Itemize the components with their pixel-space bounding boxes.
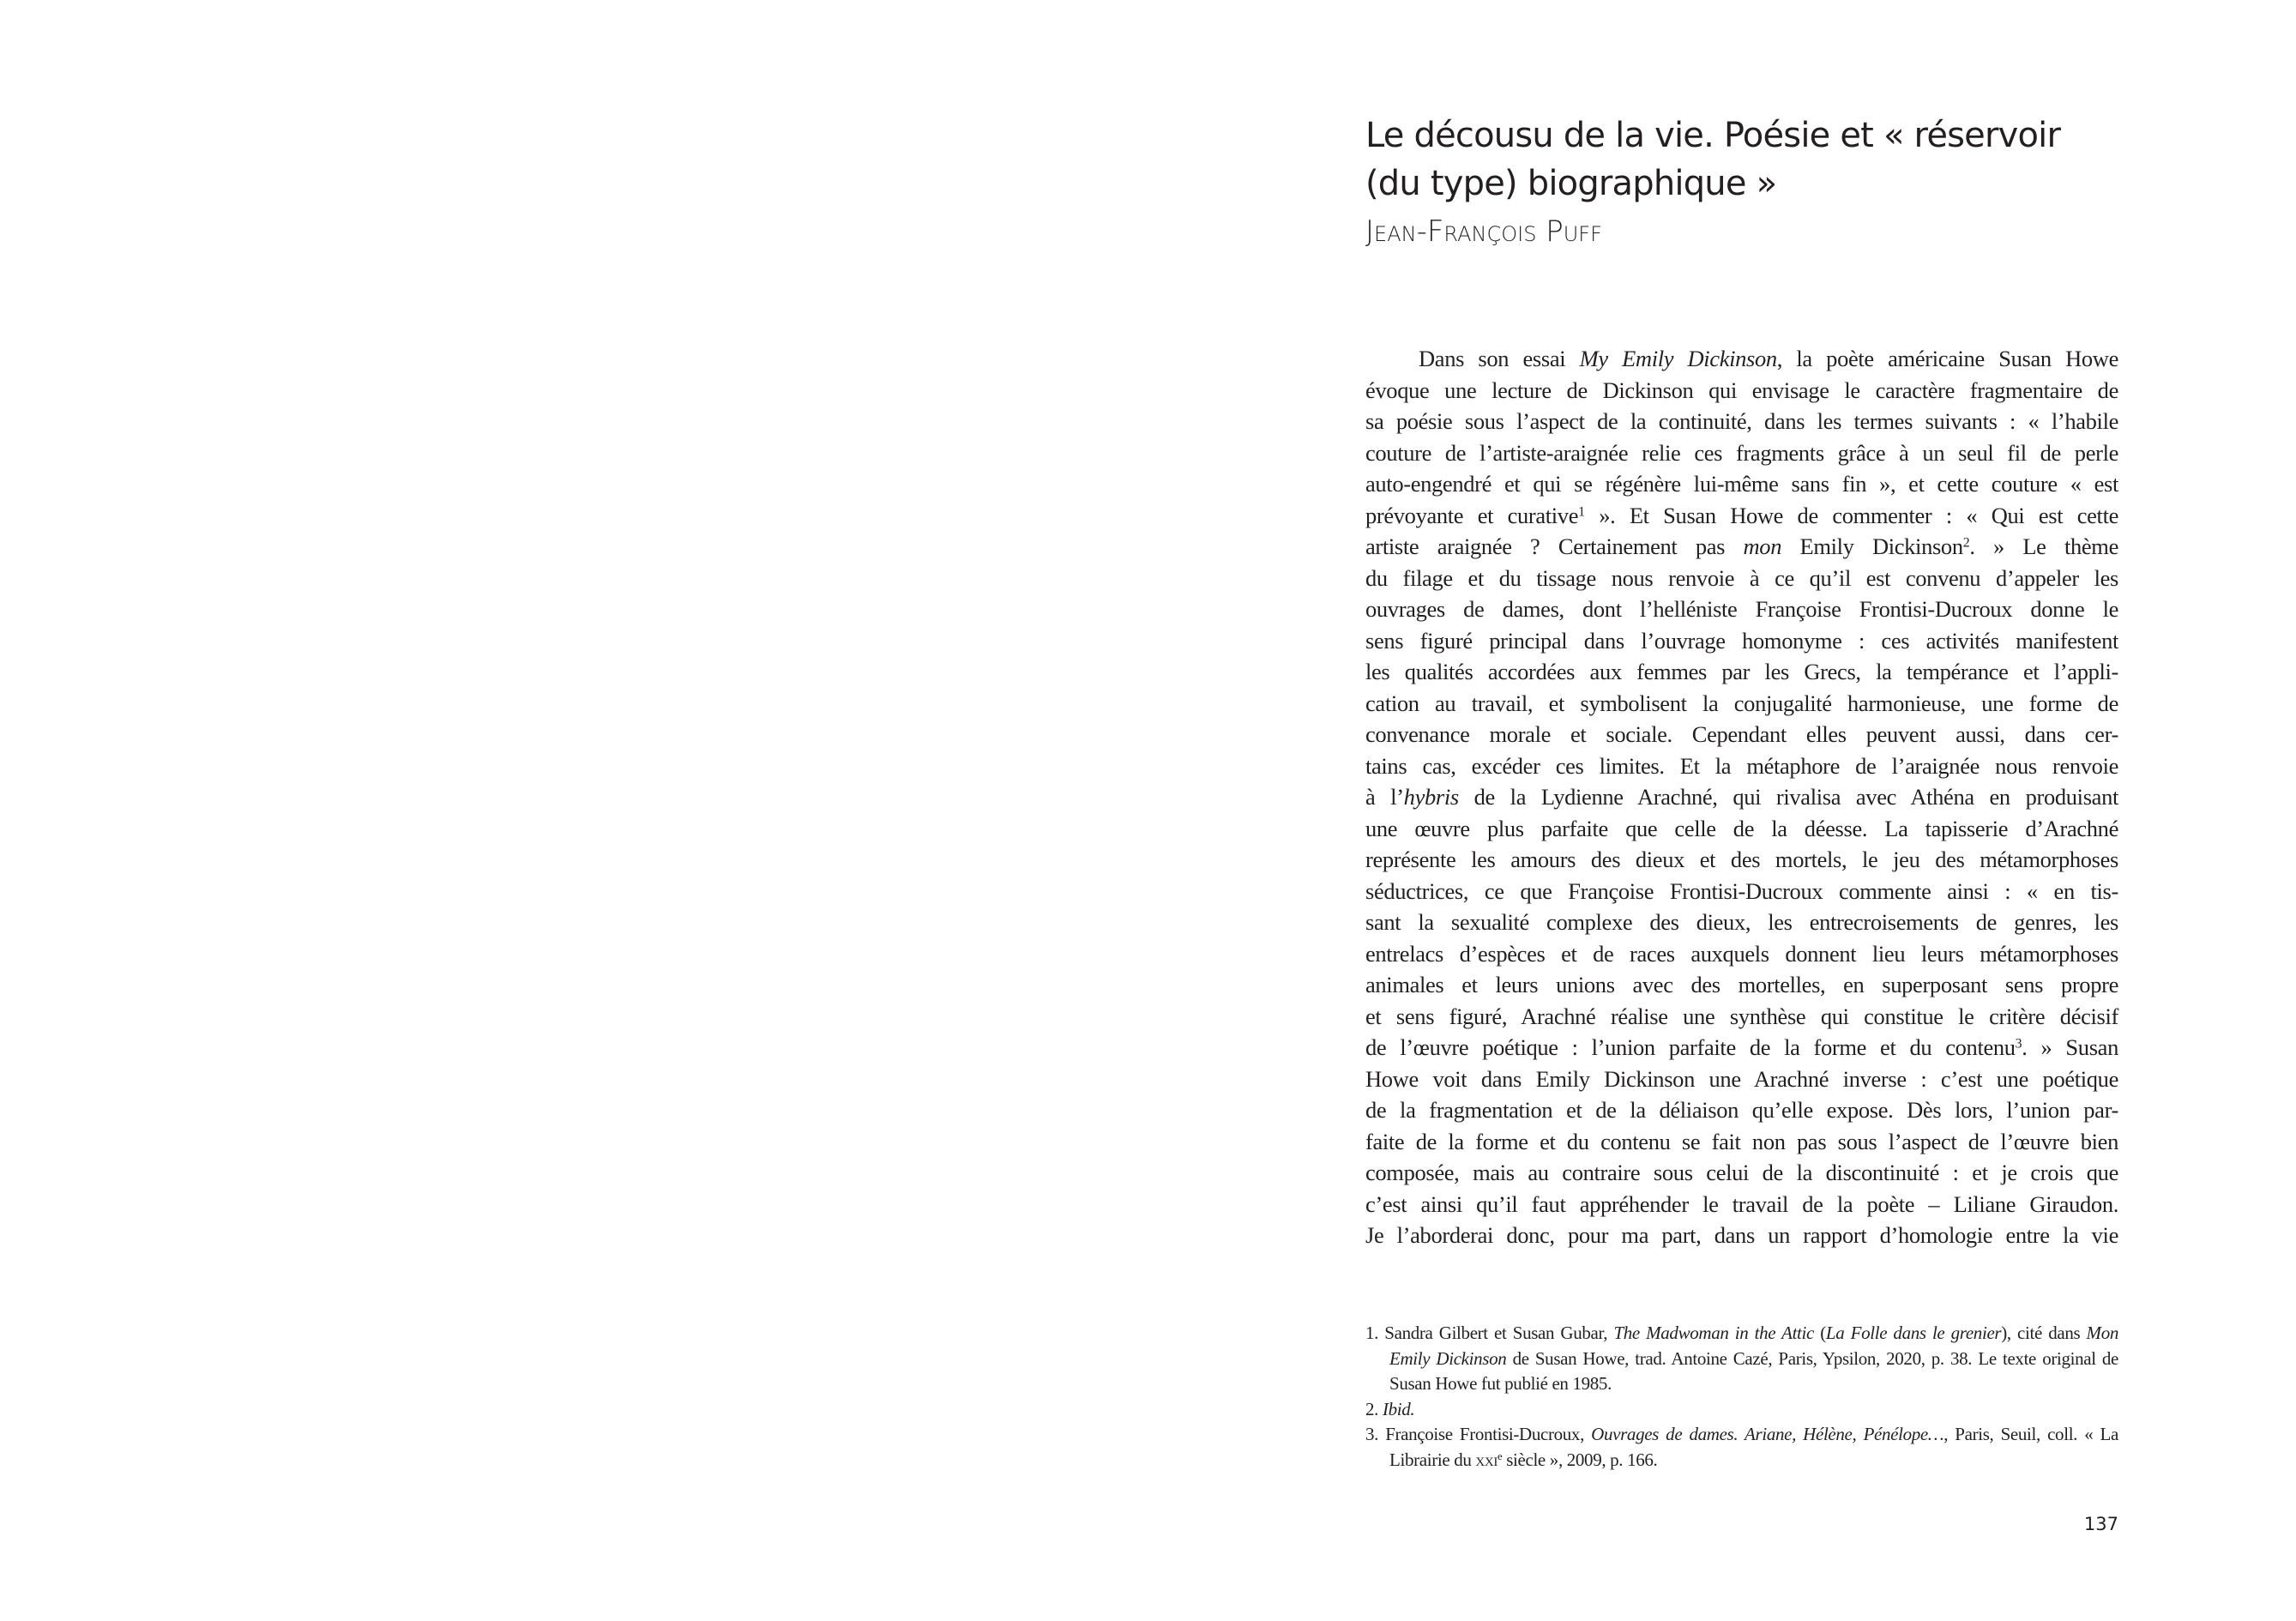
text-run: couture de l’artiste-araignée relie ces fragments grâce à un seul fil de perle — [1365, 439, 2118, 466]
body-line — [1365, 876, 2118, 907]
page-number: 137 — [2083, 1514, 2118, 1534]
text-run: siècle », 2009, p. 166. — [1502, 1449, 1658, 1470]
text-run: ( — [1814, 1323, 1826, 1343]
body-line — [1365, 750, 2118, 782]
body-line — [1365, 531, 2118, 563]
body-line — [1365, 1157, 2118, 1189]
body-line — [1365, 625, 2118, 657]
text-run: . » Susan — [2022, 1034, 2118, 1060]
footnote-3 — [1365, 1422, 2118, 1473]
text-run: , Paris, Seuil, coll. « La Librairie du — [1389, 1424, 2118, 1470]
footnote-reference: 3 — [2015, 1036, 2022, 1052]
body-line — [1365, 969, 2118, 1001]
body-line — [1365, 844, 2118, 876]
text-run: Je l’aborderai donc, pour ma part, dans un rapport d’homologie entre la vie — [1365, 1222, 2118, 1248]
author-name: Jean-François Puff — [1365, 214, 1602, 249]
text-run: , la poète américaine Susan Howe — [1776, 346, 2118, 371]
body-line — [1365, 1126, 2118, 1158]
body-line — [1365, 437, 2118, 469]
text-run: à l’ — [1365, 784, 1404, 810]
chapter-title-line-1: Le décousu de la vie. Poésie et « réservoir — [1365, 116, 2061, 155]
italic-text: La Folle dans le grenier — [1825, 1323, 2002, 1343]
body-line — [1365, 1220, 2118, 1251]
body-line — [1365, 406, 2118, 437]
text-run: artiste araignée ? Certainement pas — [1365, 533, 1744, 559]
text-run: Dans son essai — [1419, 346, 1580, 371]
text-run: de la Lydienne Arachné, qui rivalisa avec Athéna en produisant — [1458, 784, 2118, 810]
text-run: du filage et du tissage nous renvoie à ce qu’il est convenu d’appeler les — [1365, 564, 2118, 591]
text-run: sa poésie sous l’aspect de la continuité, dans les termes suivants : « l’habile — [1365, 408, 2118, 434]
text-run: convenance morale et sociale. Cependant elles peuvent aussi, dans cer- — [1365, 721, 2118, 747]
body-line — [1365, 500, 2118, 532]
text-run: 3. Françoise Frontisi-Ducroux, — [1365, 1424, 1592, 1444]
body-line — [1365, 375, 2118, 407]
text-run: ), cité dans — [2001, 1323, 2087, 1343]
italic-text: My Emily Dickinson — [1579, 346, 1777, 371]
body-line — [1365, 719, 2118, 750]
body-line — [1365, 563, 2118, 594]
text-run: et sens figuré, Arachné réalise une synthèse qui constitue le critère décisif — [1365, 1003, 2118, 1029]
footnotes — [1365, 1321, 2118, 1473]
text-run: animales et leurs unions avec des mortelles, en superposant sens propre — [1365, 972, 2118, 997]
text-run: de l’œuvre poétique : l’union parfaite de la forme et du contenu — [1365, 1034, 2016, 1060]
body-line — [1365, 594, 2118, 625]
footnote-reference: 2 — [1962, 535, 1970, 551]
body-line — [1365, 938, 2118, 970]
chapter-title — [1365, 111, 2118, 208]
text-run: auto-engendré et qui se régénère lui-même sans fin », et cette couture « est — [1365, 471, 2118, 497]
footnote-reference: 1 — [1578, 503, 1585, 519]
text-run: 2. — [1365, 1398, 1383, 1419]
body-line — [1365, 1189, 2118, 1220]
text-run: 1. Sandra Gilbert et Susan Gubar, — [1365, 1323, 1614, 1343]
body-line — [1365, 907, 2118, 938]
body-line — [1365, 1001, 2118, 1033]
text-run: prévoyante et curative — [1365, 502, 1579, 528]
text-run: sant la sexualité complexe des dieux, les entrecroisements de genres, les — [1365, 909, 2118, 935]
text-run: c’est ainsi qu’il faut appréhender le travail de la poète – Liliane Giraudon. — [1365, 1190, 2118, 1217]
body-line — [1365, 1064, 2118, 1095]
footnote-1 — [1365, 1321, 2118, 1397]
text-run: de Susan Howe, trad. Antoine Cazé, Paris, Ypsilon, 2020, p. 38. Le texte original de Susan Howe fut publié en 1985. — [1389, 1347, 2118, 1394]
text-run: Howe voit dans Emily Dickinson une Arachné inverse : c’est une poétique — [1365, 1065, 2118, 1092]
body-line — [1365, 468, 2118, 500]
body-line — [1365, 656, 2118, 688]
italic-text: Mon Emily Dickinson — [1389, 1323, 2118, 1369]
text-run: Emily Dickinson — [1781, 533, 1963, 559]
italic-text: Ouvrages de dames. Ariane, Hélène, Pénélope… — [1591, 1424, 1944, 1444]
body-line — [1365, 813, 2118, 845]
body-text — [1365, 343, 2118, 1251]
body-line — [1365, 343, 2118, 375]
footnote-reference: e — [1498, 1449, 1503, 1462]
chapter-title-line-2: (du type) biographique » — [1365, 164, 1777, 203]
text-run: séductrices, ce que Françoise Frontisi-Ducroux commente ainsi : « en tis- — [1365, 877, 2118, 904]
text-run: de la fragmentation et de la déliaison qu’elle expose. Dès lors, l’union par- — [1365, 1097, 2118, 1123]
text-run: composée, mais au contraire sous celui de la discontinuité : et je crois que — [1365, 1160, 2118, 1185]
italic-text: hybris — [1403, 784, 1459, 810]
italic-text: mon — [1743, 533, 1782, 559]
text-run: sens figuré principal dans l’ouvrage homonyme : ces activités manifestent — [1365, 627, 2118, 654]
text-run: cation au travail, et symbolisent la conjugalité harmonieuse, une forme de — [1365, 690, 2118, 716]
text-run: ». Et Susan Howe de commenter : « Qui est cette — [1584, 502, 2118, 528]
body-line — [1365, 781, 2118, 813]
text-run: tains cas, excéder ces limites. Et la métaphore de l’araignée nous renvoie — [1365, 752, 2118, 779]
text-run: une œuvre plus parfaite que celle de la déesse. La tapisserie d’Arachné — [1365, 815, 2118, 841]
text-run: les qualités accordées aux femmes par les Grecs, la tempérance et l’appli- — [1365, 659, 2118, 684]
text-run: ouvrages de dames, dont l’helléniste Françoise Frontisi-Ducroux donne le — [1365, 596, 2118, 622]
text-run: évoque une lecture de Dickinson qui envisage le caractère fragmentaire de — [1365, 377, 2118, 403]
italic-text: Ibid. — [1382, 1398, 1415, 1419]
text-run: . » Le thème — [1969, 533, 2118, 559]
right-page — [1148, 0, 2296, 1621]
text-run: entrelacs d’espèces et de races auxquels donnent lieu leurs métamorphoses — [1365, 940, 2118, 967]
text-run: faite de la forme et du contenu se fait non pas sous l’aspect de l’œuvre bien — [1365, 1128, 2118, 1154]
body-line — [1365, 1032, 2118, 1064]
footnote-2 — [1365, 1397, 2118, 1423]
small-caps-text: xxi — [1475, 1449, 1498, 1470]
body-line — [1365, 688, 2118, 720]
text-run: représente les amours des dieux et des mortels, le jeu des métamorphoses — [1365, 847, 2118, 872]
italic-text: The Madwoman in the Attic — [1613, 1323, 1814, 1343]
body-line — [1365, 1094, 2118, 1126]
